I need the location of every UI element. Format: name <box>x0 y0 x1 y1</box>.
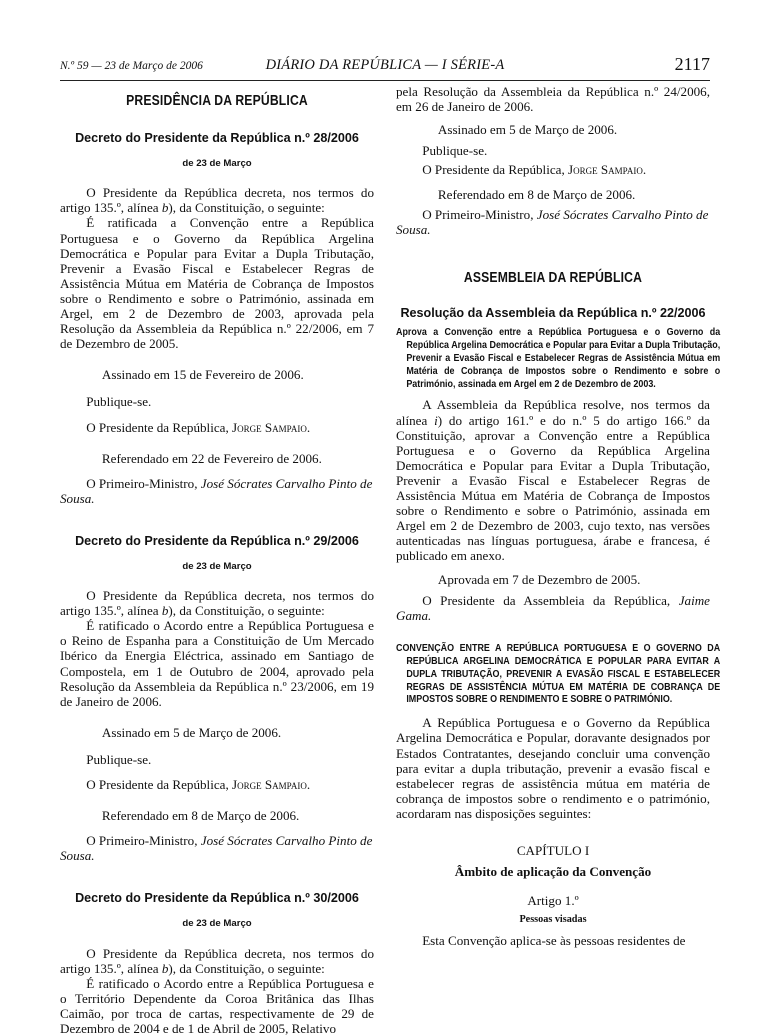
decree-30-publish: Publique-se. <box>422 143 488 159</box>
decree-28-body: É ratificada a Convenção entre a República Portuguesa e o Governo da República Argelina Democrática e Popular para Evitar a Dupla Tributação, Prevenir a Evasão Fiscal e Estabelecer Regras de Assistência Mútua em Matéria de Cobrança de Impostos sobre o Rendimento e sobre o Património, assinada em Argel, em 2 de Dezembro de 2003, aprovada pela Resolução da Assembleia da República n.º 22/2006, em 7 de Dezembro de 2005. <box>60 215 374 352</box>
decree-28-countersigned: Referendado em 22 de Fevereiro de 2006. <box>101 450 322 466</box>
decree-30-pm: O Primeiro-Ministro, José Sócrates Carvalho Pinto de Sousa. <box>396 206 709 237</box>
decree-29-president: O Presidente da República, Jorge Sampaio. <box>86 777 311 792</box>
decree-29-countersigned: Referendado em 8 de Março de 2006. <box>101 808 300 824</box>
decree-30-signed: Assinado em 5 de Março de 2006. <box>437 122 618 138</box>
page-header <box>60 54 710 81</box>
left-column <box>60 84 374 1036</box>
decree-29-signed: Assinado em 5 de Março de 2006. <box>101 724 282 740</box>
decree-29-title: Decreto do Presidente da República n.º 29/2006 <box>75 533 359 548</box>
decree-28-president: O Presidente da República, Jorge Sampaio. <box>86 419 311 435</box>
section-title-assembleia: ASSEMBLEIA DA REPÚBLICA <box>463 269 643 286</box>
chapter-heading: CAPÍTULO I <box>516 842 590 858</box>
decree-28-intro: O Presidente da República decreta, nos termos do artigo 135.º, alínea b), da Constituição, o seguinte: <box>60 185 374 216</box>
article-title: Pessoas visadas <box>519 914 587 926</box>
page-number: 2117 <box>674 54 710 74</box>
article-1-body: Esta Convenção aplica-se às pessoas residentes de <box>422 933 686 949</box>
issue-info: N.º 59 — 23 de Março de 2006 <box>60 60 203 72</box>
article-heading: Artigo 1.º <box>527 893 579 909</box>
journal-title: DIÁRIO DA REPÚBLICA — I SÉRIE-A <box>265 57 505 73</box>
resolution-22-summary: Aprova a Convenção entre a República Portuguesa e o Governo da República Argelina Democrática e Popular para Evitar a Dupla Tributação, Prevenir a Evasão Fiscal e Estabelecer Regras de Assistência Mútua em Matéria de Cobrança de Impostos sobre o Rendimento e sobre o Património, assinada em Argel em 2 de Dezembro de 2003. <box>396 326 721 390</box>
resolution-22-title: Resolução da Assembleia da República n.º 22/2006 <box>400 305 706 320</box>
decree-30-body: É ratificado o Acordo entre a República Portuguesa e o Território Dependente da Coroa Britânica das Ilhas Caimão, por troca de cartas, respectivamente de 29 de Dezembro de 2004 e de 1 de Abril de 2005, Relativo <box>60 975 374 1036</box>
decree-29-pm: O Primeiro-Ministro, José Sócrates Carvalho Pinto de Sousa. <box>60 833 373 864</box>
decree-30-title: Decreto do Presidente da República n.º 30/2006 <box>75 891 359 906</box>
section-title-presidencia: PRESIDÊNCIA DA REPÚBLICA <box>126 93 308 109</box>
decree-29-publish: Publique-se. <box>86 751 152 767</box>
decree-30-date: de 23 de Março <box>182 918 252 930</box>
decree-28-signed: Assinado em 15 de Fevereiro de 2006. <box>101 367 304 383</box>
decree-28-publish: Publique-se. <box>86 394 152 410</box>
decree-30-continuation: pela Resolução da Assembleia da República n.º 24/2006, em 26 de Janeiro de 2006. <box>396 84 710 115</box>
decree-29-date: de 23 de Março <box>182 560 252 572</box>
assembly-president: O Presidente da Assembleia da República, Jaime Gama. <box>396 592 710 623</box>
decree-28-pm: O Primeiro-Ministro, José Sócrates Carvalho Pinto de Sousa. <box>60 475 373 506</box>
resolution-22-approved: Aprovada em 7 de Dezembro de 2005. <box>437 571 641 587</box>
decree-28-date: de 23 de Março <box>182 158 252 170</box>
decree-29-intro: O Presidente da República decreta, nos termos do artigo 135.º, alínea b), da Constituição, o seguinte: <box>60 588 374 619</box>
convention-preamble: A República Portuguesa e o Governo da República Argelina Democrática e Popular, doravante designados por Estados Contratantes, desejando concluir uma convenção para evitar a dupla tributação, prevenir a evasão fiscal e estabelecer regras de assistência mútua em matéria de cobrança de impostos sobre o rendimento e o património, acordaram nas disposições seguintes: <box>396 715 710 821</box>
decree-30-president: O Presidente da República, Jorge Sampaio. <box>422 162 647 178</box>
convention-title: CONVENÇÃO ENTRE A REPÚBLICA PORTUGUESA E O GOVERNO DA REPÚBLICA ARGELINA DEMOCRÁTICA E POPULAR PARA EVITAR A DUPLA TRIBUTAÇÃO, PREVENIR A EVASÃO FISCAL E ESTABELECER REGRAS DE ASSISTÊNCIA MÚTUA EM MATÉRIA DE COBRANÇA DE IMPOSTOS SOBRE O RENDIMENTO E SOBRE O PATRIMÓNIO. <box>396 642 721 706</box>
resolution-22-body: A Assembleia da República resolve, nos termos da alínea i) do artigo 161.º e do n.º 5 do artigo 166.º da Constituição, aprovar a Convenção entre a República Portuguesa e o Governo da República Argelina Democrática e Popular para Evitar a Dupla Tributação, Prevenir a Evasão Fiscal e Estabelecer Regras de Assistência Mútua em Matéria de Cobrança de Impostos sobre o Rendimento e sobre o Património, assinada em Argel em 2 de Dezembro de 2003, cujo texto, nas versões autenticadas nas línguas portuguesa, árabe e francesa, é publicado em anexo. <box>396 397 710 564</box>
chapter-title: Âmbito de aplicação da Convenção <box>454 864 652 880</box>
decree-30-countersigned: Referendado em 8 de Março de 2006. <box>437 187 636 203</box>
decree-29-body: É ratificado o Acordo entre a República Portuguesa e o Reino de Espanha para a Constituição de Um Mercado Ibérico da Energia Eléctrica, assinado em Santiago de Compostela, em 1 de Outubro de 2004, aprovado pela Resolução da Assembleia da República n.º 23/2006, em 19 de Janeiro de 2006. <box>60 618 374 709</box>
right-column <box>396 84 721 949</box>
decree-30-intro: O Presidente da República decreta, nos termos do artigo 135.º, alínea b), da Constituição, o seguinte: <box>60 945 374 976</box>
decree-28-title: Decreto do Presidente da República n.º 28/2006 <box>75 131 359 146</box>
